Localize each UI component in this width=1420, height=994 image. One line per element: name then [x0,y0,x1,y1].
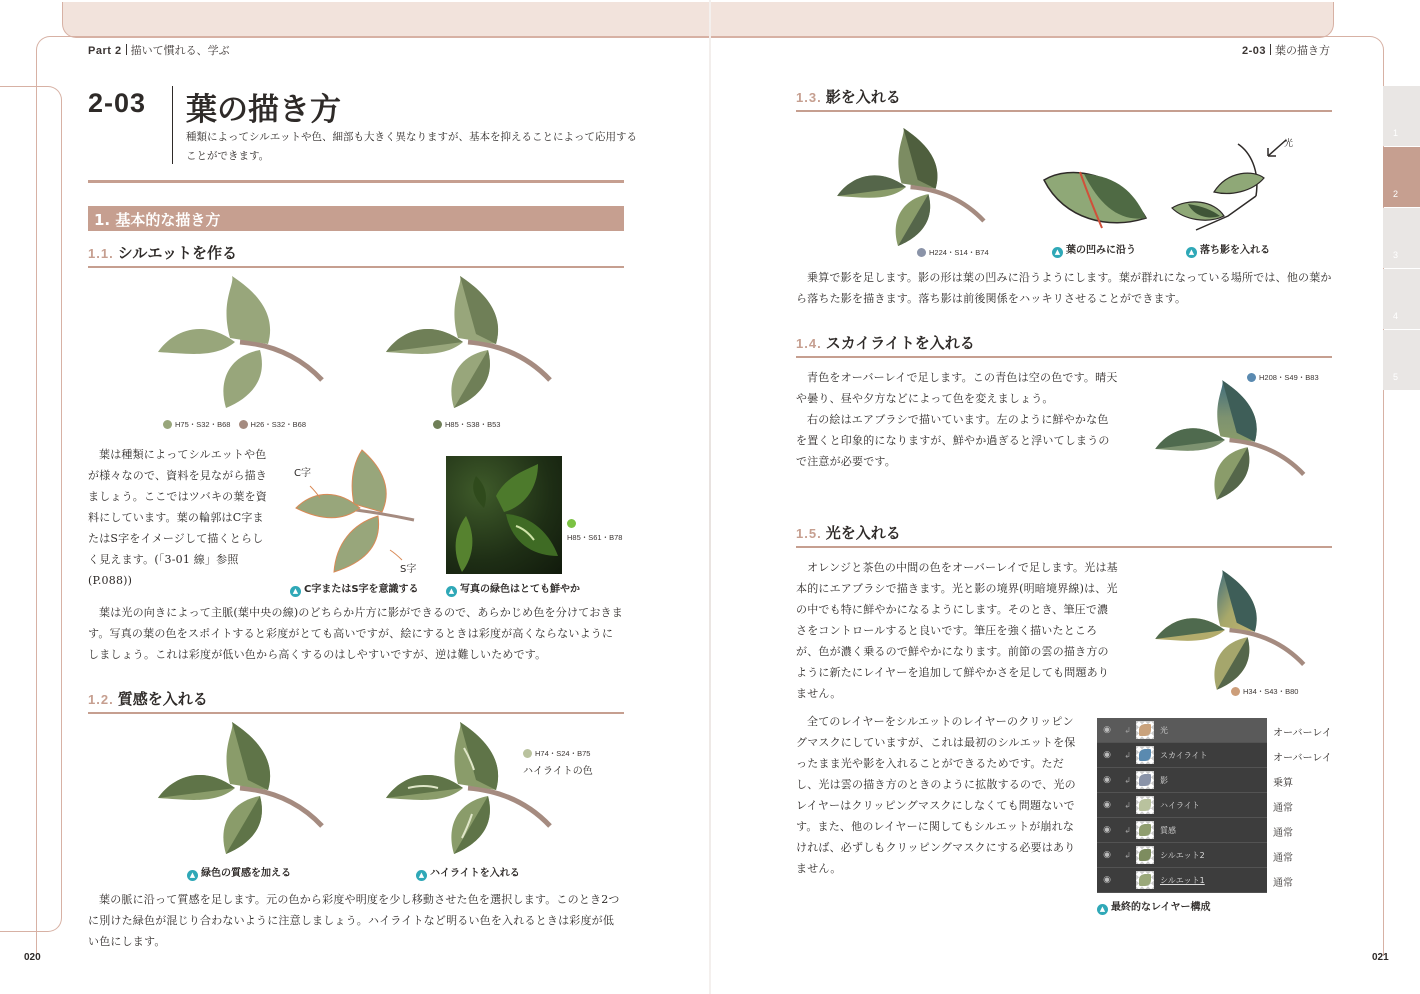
eye-icon[interactable]: ◉ [1103,850,1111,860]
heading-number: 1.3. [796,90,822,105]
swatch-value: H224・S14・B74 [929,248,989,257]
layer-name: シルエット1 [1160,875,1205,885]
body-text-1-3 [796,267,1332,309]
leaf-texture [150,718,340,858]
clip-icon: ↲ [1124,825,1131,835]
caption-icon: ▲ [290,586,301,597]
heading-1-3 [796,86,1332,112]
heading-text: シルエットを作る [117,244,238,262]
layer-row[interactable] [1097,718,1267,743]
swatch-value: H34・S43・B80 [1243,687,1299,696]
leaf-silhouette-flat [150,272,340,412]
caption-text: 写真の緑色はとても鮮やか [460,584,580,595]
color-dot [523,749,532,758]
running-head-right [1242,42,1330,58]
paragraph: 全てのレイヤーをシルエットのレイヤーのクリッピングマスクにしていますが、これは最初のシルエットを保ったまま光や影を入れることができるためです。ただし、光は雲の描き方のときのように拡散するので、光のレイヤーはクリッピングマスクにしなくても問題ないです。また、他のレイヤーに関してもシルエットが崩れなければ、必ずしもクリッピングマスクにする必要はありません。 [796,715,1076,875]
heading-1-1 [88,242,624,268]
section-title: 1. 基本的な描き方 [88,206,624,231]
layer-name: 影 [1160,775,1168,785]
clip-icon: ↲ [1124,725,1131,735]
heading-number: 1.5. [796,526,822,541]
body-text-1-1b [88,602,624,665]
body-text-1-2 [88,889,624,952]
caption-icon: ▲ [446,586,457,597]
side-tab-4[interactable]: 4 [1383,269,1420,329]
s-shape-label: S字 [400,564,417,575]
swatch-value: H75・S32・B68 [175,420,231,429]
body-text-1-1 [88,444,272,591]
heading-1-2 [88,688,624,714]
body-text-1-5 [796,557,1118,704]
layer-name: ハイライト [1160,800,1200,810]
layer-row[interactable] [1097,868,1267,893]
side-tab-5[interactable]: 5 [1383,330,1420,390]
side-tab-3[interactable]: 3 [1383,208,1420,268]
leaf-shadow [830,118,1000,256]
chapter-side-tabs [1383,86,1420,391]
paragraph: 葉は光の向きによって主脈(葉中央の線)のどちらか片方に影ができるので、あらかじめ色を分けておきます。写真の葉の色をスポイトすると彩度がとても高いですが、絵にするときは彩度が高くならないようにしましょう。これは彩度が低い色から高くするのはしやすいですが、逆は難しいためです。 [88,606,623,661]
caption-icon: ▲ [187,870,198,881]
color-dot [1231,687,1240,696]
photo-swatch-value: H85・S61・B78 [567,533,623,542]
light-label: 光 [1284,139,1294,149]
caption-text: ハイライトを入れる [430,868,520,879]
layer-name: シルエット2 [1160,850,1205,860]
paragraph: 葉の脈に沿って質感を足します。元の色から彩度や明度を少し移動させた色を選択します。このとき2つに別けた緑色が混じり合わないように注意しましょう。ハイライトなど明るい色を入れるときは彩度が低い色にします。 [88,893,620,948]
layer-name: スカイライト [1160,750,1208,760]
layer-thumbnail [1136,746,1154,764]
caption-text: 葉の凹みに沿う [1066,245,1136,256]
chapter-description: 種類によってシルエットや色、細部も大きく異なりますが、基本を抑えることによって応用することができます。 [186,131,638,162]
caption-c-shape [290,580,419,597]
heading-text: 質感を入れる [117,690,208,708]
leaf-highlight [378,718,568,858]
layer-mode: オーバーレイ [1273,753,1332,764]
layer-mode: 通常 [1273,803,1293,814]
layer-row[interactable] [1097,818,1267,843]
running-head-left [88,42,230,58]
heading-number: 1.4. [796,336,822,351]
color-dot [239,420,248,429]
top-header-band [62,2,1334,38]
photo-swatch [567,519,579,528]
eye-icon[interactable]: ◉ [1103,725,1111,735]
leaf-skylight [1148,370,1320,510]
layer-thumbnail [1136,871,1154,889]
color-dot [163,420,172,429]
eye-icon[interactable]: ◉ [1103,775,1111,785]
caption-icon: ▲ [1052,247,1063,258]
caption-text: 最終的なレイヤー構成 [1111,902,1211,913]
eye-icon[interactable]: ◉ [1103,750,1111,760]
layer-thumbnail [1136,846,1154,864]
paragraph: 葉は種類によってシルエットや色が様々なので、資料を見ながら描きましょう。ここではツバキの葉を資料にしています。葉の輪郭はC字またはS字をイメージして描くとらしく見えます。(「3-01 線」参照 (P.088)) [88,448,267,587]
layer-name: 質感 [1160,825,1176,835]
eye-icon[interactable]: ◉ [1103,800,1111,810]
swatch-value: H26・S32・B68 [250,420,306,429]
heading-number: 1.2. [88,692,114,707]
color-dot [433,420,442,429]
caption-layers [1097,898,1211,915]
page-number-right: 021 [1372,952,1389,963]
part-label: Part 2 [88,45,122,57]
heading-text: 光を入れる [825,524,901,542]
left-page-frame [0,86,62,932]
clip-icon: ↲ [1124,800,1131,810]
layer-row[interactable] [1097,843,1267,868]
eye-icon[interactable]: ◉ [1103,825,1111,835]
part-title: 描いて慣れる、学ぶ [130,44,230,57]
layer-row[interactable] [1097,743,1267,768]
color-dot [917,248,926,257]
chapter-title: 葉の描き方 [186,92,341,128]
chapter-ref: 2-03 [1241,45,1266,57]
swatch-group-2 [433,419,500,430]
paragraph: オレンジと茶色の中間の色をオーバーレイで足します。光は基本的にエアブラシで描きます。光と影の境界(明暗境界線)は、光の中でも特に鮮やかになるようにします。そのとき、筆圧で濃さをコントロールすると良いです。筆圧を強く描いたところが、色が濃く乗るので鮮やかになります。前節の雲の描き方のように新たにレイヤーを追加して鮮やかさを足しても問題ありません。 [796,561,1118,700]
shadow-swatch [917,247,989,258]
caption-highlight [416,864,520,881]
layer-mode: 通常 [1273,853,1293,864]
heading-1-5 [796,522,1332,548]
layer-thumbnail [1136,721,1154,739]
leaf-reference-photo [446,456,562,574]
swatch-value: H85・S38・B53 [445,420,501,429]
color-dot [567,519,576,528]
layer-thumbnail [1136,821,1154,839]
layer-thumbnail [1136,771,1154,789]
page-number-left: 020 [24,952,41,963]
body-text-1-5b [796,711,1080,879]
clip-icon: ↲ [1124,775,1131,785]
heading-1-4 [796,332,1332,358]
light-swatch [1231,686,1298,697]
caption-dent [1052,241,1136,258]
heading-text: 影を入れる [825,88,901,106]
caption-cast-shadow [1186,241,1270,258]
chapter-rule [88,180,624,183]
chapter-number: 2-03 [88,88,147,118]
paragraph: 乗算で影を足します。影の形は葉の凹みに沿うようにします。葉が群れになっている場所では、他の葉から落ちた影を描きます。落ち影は前後関係をハッキリさせることができます。 [796,271,1332,305]
leaf-light [1148,560,1320,700]
layer-row[interactable] [1097,793,1267,818]
heading-text: スカイライトを入れる [825,334,975,352]
caption-photo [446,580,580,597]
eye-icon[interactable]: ◉ [1103,875,1111,885]
layer-row[interactable] [1097,768,1267,793]
swatch-group-1 [163,419,306,430]
swatch-value: H74・S24・B75 [535,749,591,758]
book-spine [709,0,711,994]
highlight-swatch-label: ハイライトの色 [523,766,593,777]
caption-icon: ▲ [1186,247,1197,258]
clip-icon: ↲ [1124,850,1131,860]
layer-mode: オーバーレイ [1273,728,1332,739]
leaf-silhouette-split [378,272,568,412]
paragraph: 青色をオーバーレイで足します。この青色は空の色です。晴天や曇り、昼や夕方などによって色を変えましょう。 [796,371,1118,405]
c-shape-label: C字 [294,468,311,479]
caption-text: 落ち影を入れる [1200,245,1270,256]
leaf-dent-diagram [1040,166,1150,236]
chapter-ref-title: 葉の描き方 [1275,44,1330,57]
caption-text: C字またはS字を意識する [304,584,419,595]
paragraph: 右の絵はエアブラシで描いています。左のように鮮やかな色を置くと印象的になりますが、鮮やか過ぎると浮いてしまうので注意が必要です。 [796,413,1110,468]
body-text-1-4 [796,367,1118,472]
side-tab-1[interactable]: 1 [1383,86,1420,146]
layer-panel [1097,718,1267,893]
layer-mode: 通常 [1273,828,1293,839]
clip-icon: ↲ [1124,750,1131,760]
layer-name: 光 [1160,725,1168,735]
layer-mode: 通常 [1273,878,1293,889]
side-tab-2[interactable]: 2 [1383,147,1420,207]
swatch-value: H208・S49・B83 [1259,373,1319,382]
caption-icon: ▲ [1097,904,1108,915]
caption-texture [187,864,291,881]
highlight-swatch [523,748,590,759]
layer-thumbnail [1136,796,1154,814]
caption-icon: ▲ [416,870,427,881]
caption-text: 緑色の質感を加える [201,868,291,879]
heading-number: 1.1. [88,246,114,261]
layer-mode: 乗算 [1273,778,1293,789]
chapter-divider [172,86,173,164]
